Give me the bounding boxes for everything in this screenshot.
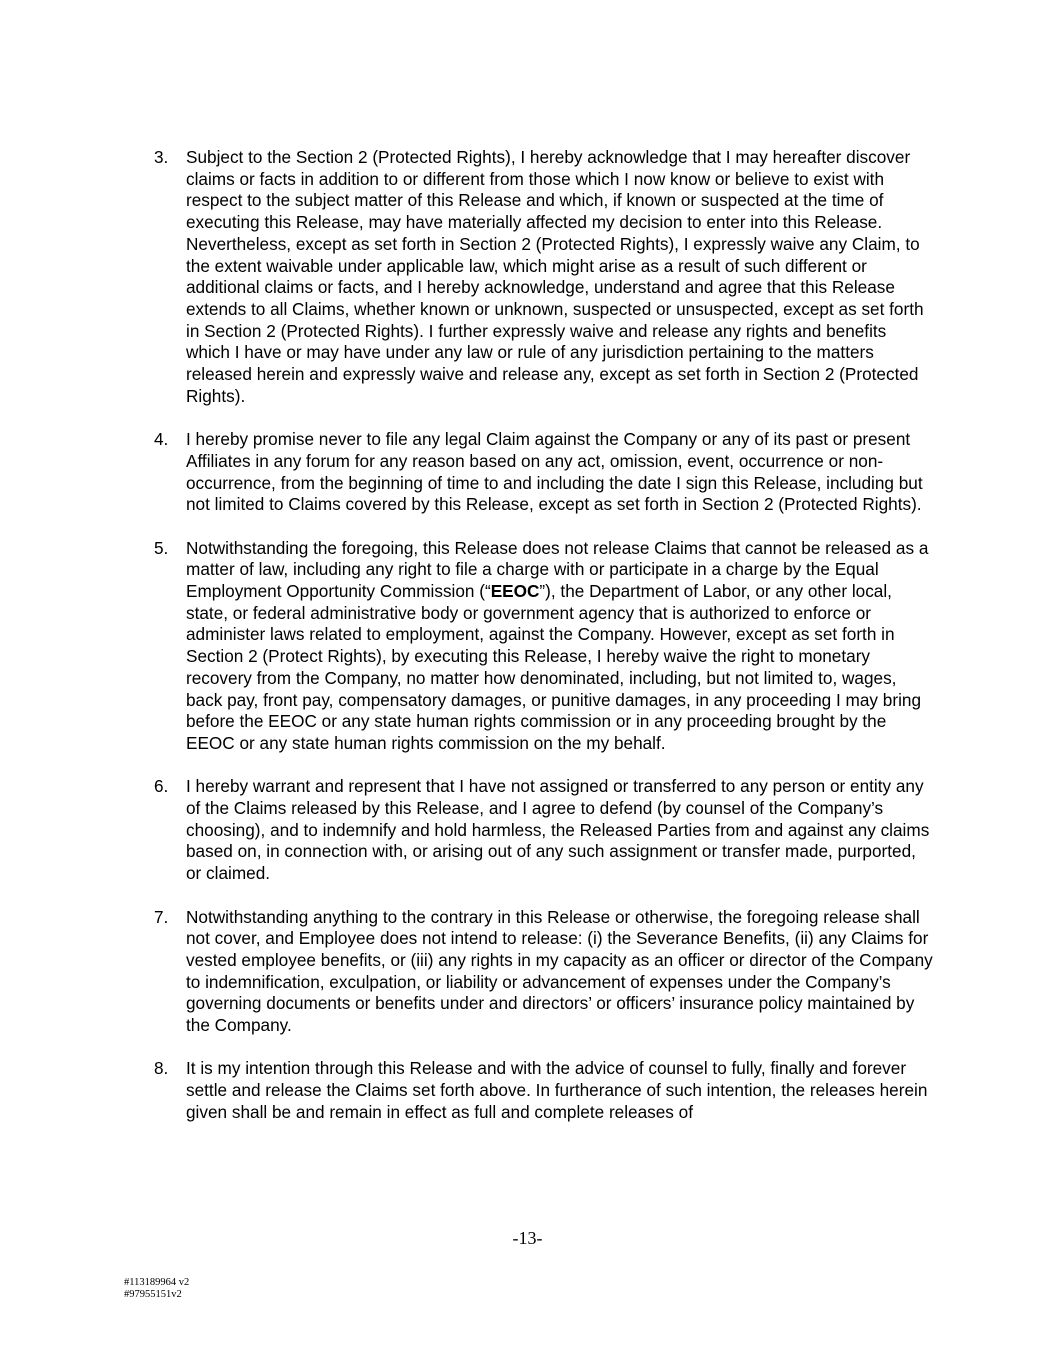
clause-number: 6. xyxy=(154,776,169,797)
clause-7 xyxy=(154,907,934,1037)
doc-id-line: #113189964 v2 xyxy=(124,1277,190,1288)
clause-text: It is my intention through this Release and with the advice of counsel to fully, finally and forever settle and release the Claims set forth above. In furtherance of such intention, the releases herein given shall be and remain in effect as full and complete releases of xyxy=(186,1058,928,1122)
clause-6 xyxy=(154,776,934,885)
defined-term-eeoc: EEOC xyxy=(490,581,540,602)
clause-text xyxy=(186,538,934,755)
clause-number: 7. xyxy=(154,906,169,927)
clause-text: I hereby promise never to file any legal Claim against the Company or any of its past or present Affiliates in any forum for any reason based on any act, omission, event, occurrence or non-occurrence, from the beginning of time to and including the date I sign this Release, including but not limited to Claims covered by this Release, except as set forth in Section 2 (Protected Rights). xyxy=(186,429,923,515)
clause-number: 3. xyxy=(154,147,169,167)
page-number: -13- xyxy=(512,1228,543,1248)
clause-text-after: ”), the Department of Labor, or any other local, state, or federal administrative body or government agency that is authorized to enforce or administer laws related to employment, against the Company. However, except as set forth in Section 2 (Protect Rights), by executing this Release, I hereby waive the right to monetary recovery from the Company, no matter how denominated, including, but not limited to, wages, back pay, front pay, compensatory damages, or punitive damages, in any proceeding I may bring before the EEOC or any state human rights commission or in any proceeding brought by the EEOC or any state human rights commission on the my behalf. xyxy=(186,581,922,753)
document-ids xyxy=(124,1277,189,1301)
doc-id-line: #97955151v2 xyxy=(124,1289,182,1300)
clause-text: I hereby warrant and represent that I have not assigned or transferred to any person or entity any of the Claims released by this Release, and I agree to defend (by counsel of the Company’s choosing), and to indemnify and hold harmless, the Released Parties from and against any claims based on, in connection with, or arising out of any such assignment or transfer made, purported, or claimed. xyxy=(186,776,930,884)
clause-text: Notwithstanding anything to the contrary in this Release or otherwise, the foregoing release shall not cover, and Employee does not intend to release: (i) the Severance Benefits, (ii) any Claims for vested employee benefits, or (iii) any rights in my capacity as an officer or director of the Company to indemnification, exculpation, or liability or advancement of expenses under the Company’s governing documents or benefits under and directors’ or officers’ insurance policy maintained by the Company. xyxy=(186,906,933,1036)
clause-number: 4. xyxy=(154,429,169,450)
clause-number: 5. xyxy=(154,537,169,558)
clause-text-before: Notwithstanding the foregoing, this Release does not release Claims that cannot be released as a matter of law, including any right to file a charge with or participate in a charge by the Equal Employment Opportunity Commission (“ xyxy=(186,537,929,602)
release-clauses xyxy=(154,147,934,1145)
clause-8 xyxy=(154,1058,934,1123)
clause-3 xyxy=(154,147,934,407)
clause-5 xyxy=(154,538,934,755)
clause-4 xyxy=(154,429,934,516)
clause-number: 8. xyxy=(154,1058,169,1079)
clause-text: Subject to the Section 2 (Protected Rights), I hereby acknowledge that I may hereafter discover claims or facts in addition to or different from those which I now know or believe to exist with respect to the subject matter of this Release and which, if known or suspected at the time of executing this Release, may have materially affected my decision to enter into this Release. Nevertheless, except as set forth in Section 2 (Protected Rights), I expressly waive any Claim, to the extent waivable under applicable law, which might arise as a result of such different or additional claims or facts, and I hereby acknowledge, understand and agree that this Release extends to all Claims, whether known or unknown, suspected or unsuspected, except as set forth in Section 2 (Protected Rights). I further expressly waive and release any rights and benefits which I have or may have under any law or rule of any jurisdiction pertaining to the matters released herein and expressly waive and release any, except as set forth in Section 2 (Protected Rights). xyxy=(186,147,924,406)
